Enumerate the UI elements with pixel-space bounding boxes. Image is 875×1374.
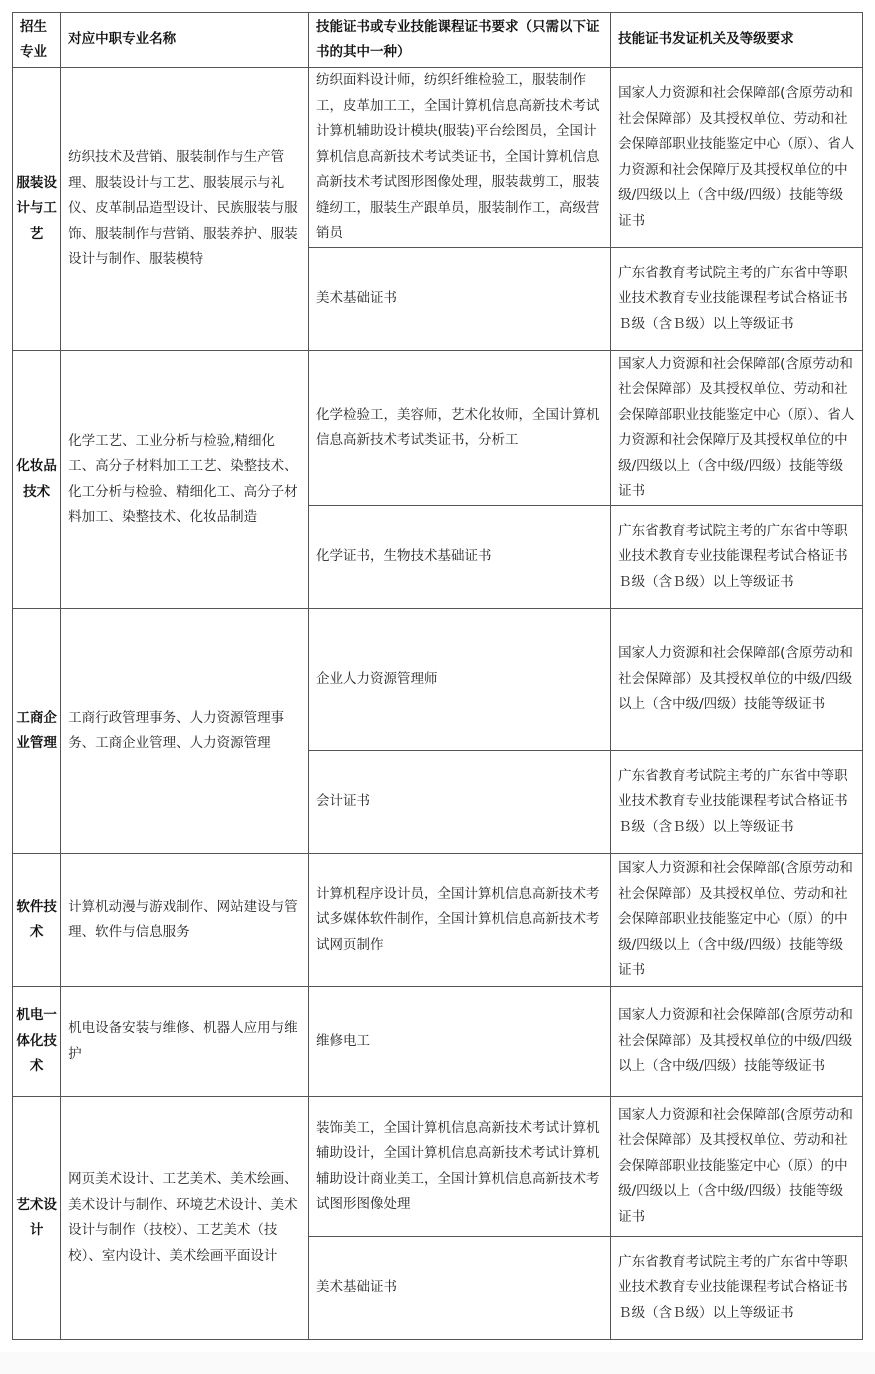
secondary-majors: 网页美术设计、工艺美术、美术绘画、美术设计与制作、环境艺术设计、美术设计与制作（技校）、工艺美术（技校）、室内设计、美术绘画平面设计 (61, 1097, 309, 1340)
issuer-requirement: 广东省教育考试院主考的广东省中等职业技术教育专业技能课程考试合格证书Ｂ级（含Ｂ级）以上等级证书 (611, 751, 863, 854)
table-header-row (13, 13, 863, 68)
certificate-requirement: 计算机程序设计员，全国计算机信息高新技术考试多媒体软件制作，全国计算机信息高新技术考试网页制作 (309, 854, 611, 987)
issuer-requirement: 国家人力资源和社会保障部(含原劳动和社会保障部）及其授权单位的中级/四级以上（含中级/四级）技能等级证书 (611, 987, 863, 1097)
certificate-requirement: 企业人力资源管理师 (309, 609, 611, 751)
certificate-requirement: 美术基础证书 (309, 248, 611, 351)
bottom-margin (0, 1352, 875, 1374)
secondary-majors: 纺织技术及营销、服装制作与生产管理、服装设计与工艺、服装展示与礼仪、皮革制品造型设计、民族服装与服饰、服装制作与营销、服装养护、服装设计与制作、服装模特 (61, 68, 309, 351)
certificate-requirement: 化学证书，生物技术基础证书 (309, 506, 611, 609)
header-major: 招生专业 (13, 13, 61, 68)
major-name: 服装设计与工艺 (13, 68, 61, 351)
issuer-requirement: 国家人力资源和社会保障部(含原劳动和社会保障部）及其授权单位、劳动和社会保障部职业技能鉴定中心（原）、省人力资源和社会保障厅及其授权单位的中级/四级以上（含中级/四级）技能等级证书 (611, 68, 863, 248)
issuer-requirement: 广东省教育考试院主考的广东省中等职业技术教育专业技能课程考试合格证书Ｂ级（含Ｂ级）以上等级证书 (611, 506, 863, 609)
major-name: 工商企业管理 (13, 609, 61, 854)
certificate-requirement: 维修电工 (309, 987, 611, 1097)
table-row (13, 854, 863, 987)
table-row (13, 351, 863, 506)
secondary-majors: 机电设备安装与维修、机器人应用与维护 (61, 987, 309, 1097)
major-name: 机电一体化技术 (13, 987, 61, 1097)
table-row (13, 609, 863, 751)
major-name: 艺术设计 (13, 1097, 61, 1340)
issuer-requirement: 国家人力资源和社会保障部(含原劳动和社会保障部）及其授权单位、劳动和社会保障部职业技能鉴定中心（原）的中级/四级以上（含中级/四级）技能等级证书 (611, 854, 863, 987)
issuer-requirement: 广东省教育考试院主考的广东省中等职业技术教育专业技能课程考试合格证书Ｂ级（含Ｂ级）以上等级证书 (611, 248, 863, 351)
major-name: 化妆品技术 (13, 351, 61, 609)
table-row (13, 987, 863, 1097)
certificate-requirement: 化学检验工，美容师，艺术化妆师，全国计算机信息高新技术考试类证书，分析工 (309, 351, 611, 506)
certificate-requirement: 纺织面料设计师，纺织纤维检验工，服装制作工，皮革加工工，全国计算机信息高新技术考试计算机辅助设计模块(服装)平台绘图员，全国计算机信息高新技术考试类证书，全国计算机信息高新技术考试图形图像处理，服装裁剪工，服装缝纫工，服装生产跟单员，服装制作工，高级营销员 (309, 68, 611, 248)
secondary-majors: 工商行政管理事务、人力资源管理事务、工商企业管理、人力资源管理 (61, 609, 309, 854)
secondary-majors: 计算机动漫与游戏制作、网站建设与管理、软件与信息服务 (61, 854, 309, 987)
major-name: 软件技术 (13, 854, 61, 987)
secondary-majors: 化学工艺、工业分析与检验,精细化工、高分子材料加工工艺、染整技术、化工分析与检验、精细化工、高分子材料加工、染整技术、化妆品制造 (61, 351, 309, 609)
table-row (13, 68, 863, 248)
certificate-requirement: 美术基础证书 (309, 1237, 611, 1340)
issuer-requirement: 国家人力资源和社会保障部(含原劳动和社会保障部）及其授权单位的中级/四级以上（含中级/四级）技能等级证书 (611, 609, 863, 751)
issuer-requirement: 国家人力资源和社会保障部(含原劳动和社会保障部）及其授权单位、劳动和社会保障部职业技能鉴定中心（原）、省人力资源和社会保障厅及其授权单位的中级/四级以上（含中级/四级）技能等级证书 (611, 351, 863, 506)
header-secondary-major: 对应中职专业名称 (61, 13, 309, 68)
table-row (13, 1097, 863, 1237)
header-issuer: 技能证书发证机关及等级要求 (611, 13, 863, 68)
document-sheet (12, 12, 863, 1340)
header-certificate: 技能证书或专业技能课程证书要求（只需以下证书的其中一种） (309, 13, 611, 68)
issuer-requirement: 广东省教育考试院主考的广东省中等职业技术教育专业技能课程考试合格证书Ｂ级（含Ｂ级）以上等级证书 (611, 1237, 863, 1340)
admission-table (12, 12, 863, 1340)
certificate-requirement: 装饰美工，全国计算机信息高新技术考试计算机辅助设计，全国计算机信息高新技术考试计算机辅助设计商业美工，全国计算机信息高新技术考试图形图像处理 (309, 1097, 611, 1237)
certificate-requirement: 会计证书 (309, 751, 611, 854)
issuer-requirement: 国家人力资源和社会保障部(含原劳动和社会保障部）及其授权单位、劳动和社会保障部职业技能鉴定中心（原）的中级/四级以上（含中级/四级）技能等级证书 (611, 1097, 863, 1237)
